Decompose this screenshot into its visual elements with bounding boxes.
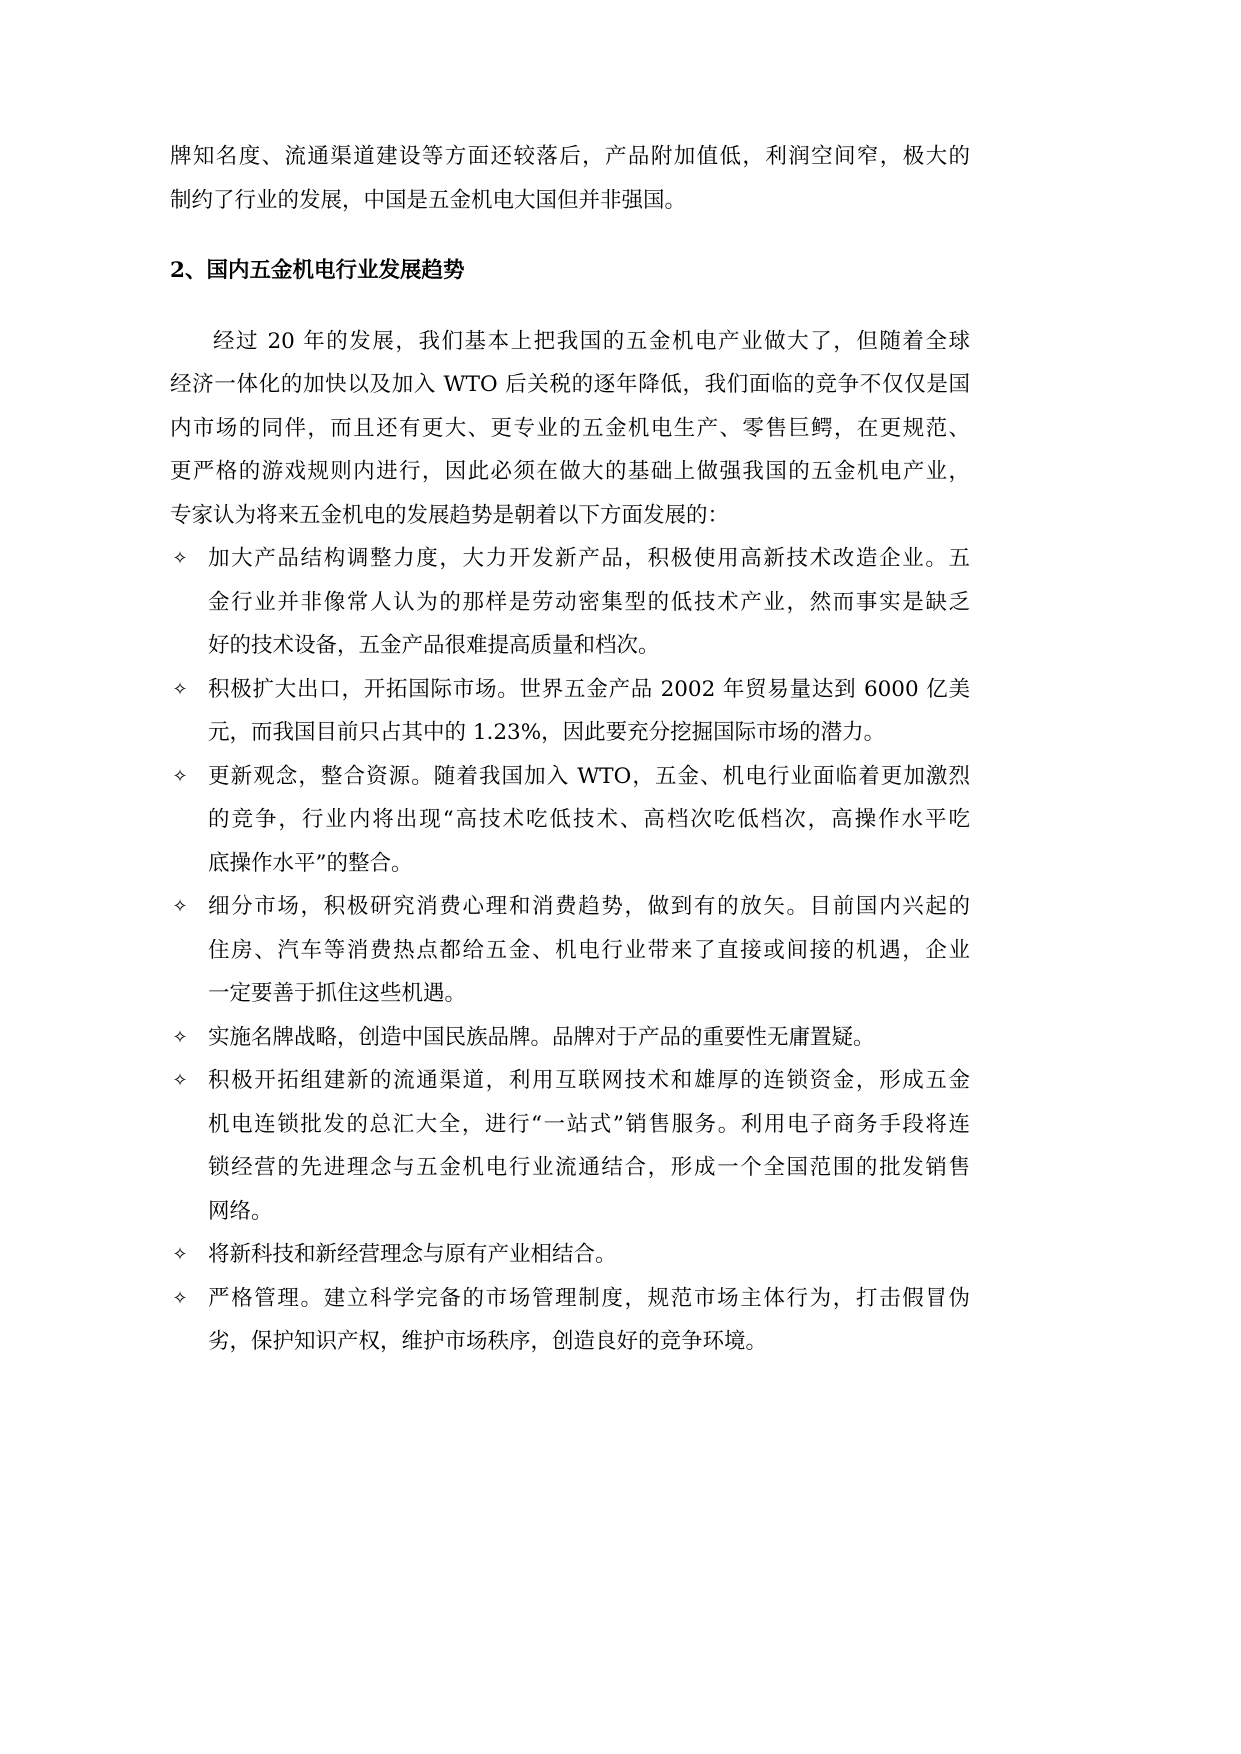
text-line: 牌知名度、流通渠道建设等方面还较落后，产品附加值低，利润空间窄，极大的: [170, 144, 970, 169]
four-point-star-bullet-icon: ✧: [172, 1026, 188, 1048]
text-line: 严格管理。建立科学完备的市场管理制度，规范市场主体行为，打击假冒伪: [208, 1285, 970, 1311]
four-point-star-bullet-icon: ✧: [172, 1287, 188, 1309]
bullet-item: [170, 1277, 970, 1364]
four-point-star-bullet-icon: ✧: [172, 548, 188, 569]
bullet-item: [170, 755, 970, 886]
text-line: 一定要善于抓住这些机遇。: [208, 981, 467, 1006]
text-line: 经济一体化的加快以及加入 WTO 后关税的逐年降低，我们面临的竞争不仅仅是国: [170, 372, 970, 397]
text-line: 积极开拓组建新的流通渠道，利用互联网技术和雄厚的连锁资金，形成五金: [208, 1068, 970, 1093]
bullet-item: [170, 537, 970, 668]
bullet-item: [170, 1016, 970, 1060]
intro-paragraph: [170, 135, 970, 222]
text-line: 专家认为将来五金机电的发展趋势是朝着以下方面发展的：: [170, 502, 730, 528]
text-line: 更新观念，整合资源。随着我国加入 WTO，五金、机电行业面临着更加激烈: [208, 763, 970, 789]
bullet-list: [170, 537, 970, 1364]
bullet-item: [170, 885, 970, 1016]
four-point-star-bullet-icon: ✧: [172, 765, 188, 787]
text-line: 加大产品结构调整力度，大力开发新产品，积极使用高新技术改造企业。五: [208, 546, 970, 571]
bullet-item: [170, 1233, 970, 1277]
text-line: 的竞争，行业内将出现“高技术吃低技术、高档次吃低档次，高操作水平吃: [208, 807, 970, 832]
text-line: 金行业并非像常人认为的那样是劳动密集型的低技术产业，然而事实是缺乏: [208, 589, 970, 615]
four-point-star-bullet-icon: ✧: [172, 1244, 188, 1265]
text-line: 底操作水平”的整合。: [208, 850, 413, 876]
text-line: 内市场的同伴，而且还有更大、更专业的五金机电生产、零售巨鳄，在更规范、: [170, 415, 970, 441]
text-line: 制约了行业的发展，中国是五金机电大国但并非强国。: [170, 187, 687, 213]
bullet-item: [170, 668, 970, 755]
text-line: 细分市场，积极研究消费心理和消费趋势，做到有的放矢。目前国内兴起的: [208, 894, 970, 919]
text-line: 网络。: [208, 1198, 273, 1224]
bullet-item: [170, 1059, 970, 1233]
four-point-star-bullet-icon: ✧: [172, 678, 188, 700]
text-line: 经过 20 年的发展，我们基本上把我国的五金机电产业做大了，但随着全球: [213, 328, 970, 354]
text-line: 好的技术设备，五金产品很难提高质量和档次。: [208, 633, 660, 658]
four-point-star-bullet-icon: ✧: [172, 1070, 188, 1091]
section-heading: 2、国内五金机电行业发展趋势: [170, 258, 465, 283]
text-line: 劣，保护知识产权，维护市场秩序，创造良好的竞争环境。: [208, 1329, 768, 1354]
text-line: 更严格的游戏规则内进行，因此必须在做大的基础上做强我国的五金机电产业，: [170, 459, 970, 484]
text-line: 元，而我国目前只占其中的 1.23%，因此要充分挖掘国际市场的潜力。: [208, 720, 886, 745]
text-line: 锁经营的先进理念与五金机电行业流通结合，形成一个全国范围的批发销售: [208, 1155, 970, 1180]
text-line: 实施名牌战略，创造中国民族品牌。品牌对于产品的重要性无庸置疑。: [208, 1024, 875, 1050]
text-line: 将新科技和新经营理念与原有产业相结合。: [208, 1242, 617, 1267]
text-line: 住房、汽车等消费热点都给五金、机电行业带来了直接或间接的机遇，企业: [208, 937, 970, 963]
body-paragraph: [170, 320, 970, 538]
four-point-star-bullet-icon: ✧: [172, 896, 188, 917]
text-line: 积极扩大出口，开拓国际市场。世界五金产品 2002 年贸易量达到 6000 亿美: [208, 676, 970, 702]
document-page: [170, 135, 970, 1364]
text-line: 机电连锁批发的总汇大全，进行“一站式”销售服务。利用电子商务手段将连: [208, 1111, 970, 1137]
